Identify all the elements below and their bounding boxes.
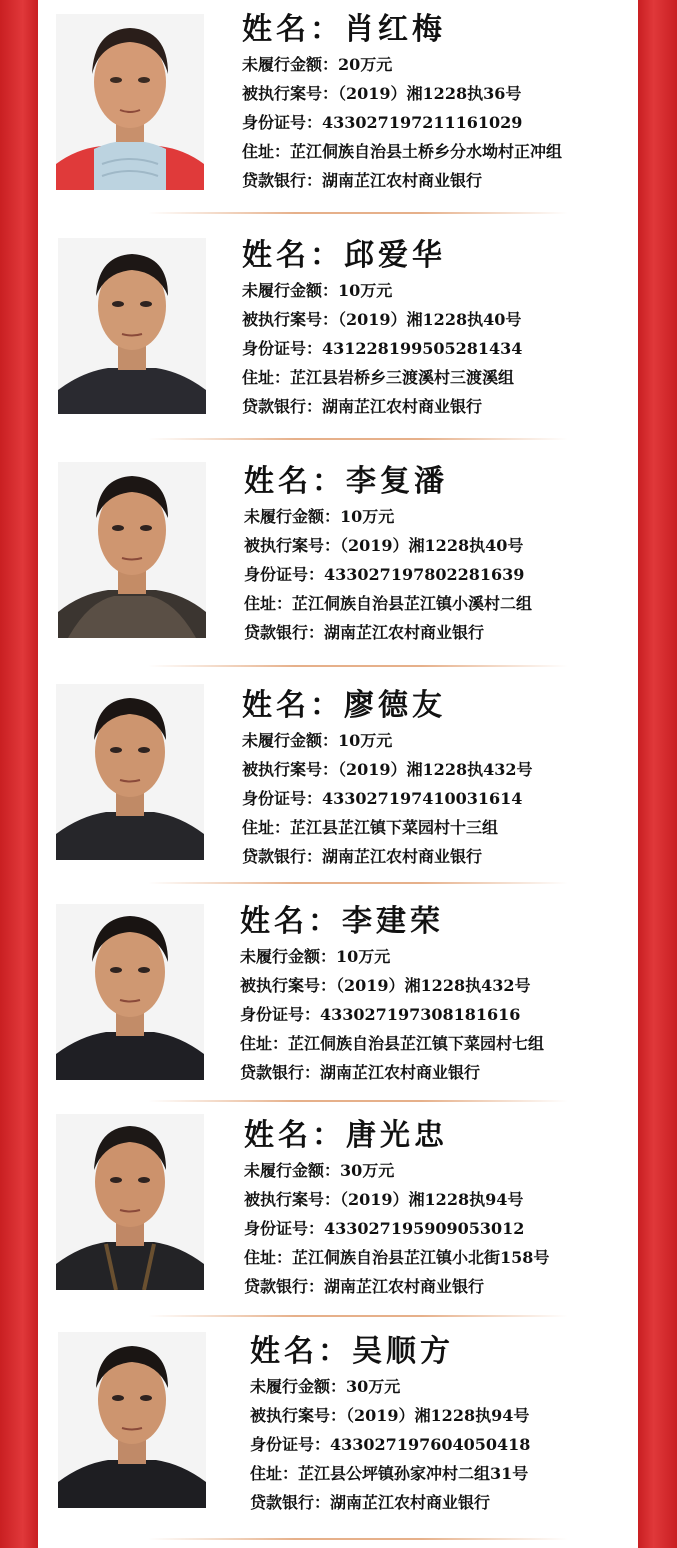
divider bbox=[148, 1315, 568, 1317]
address-value: 芷江县芷江镇下菜园村十三组 bbox=[290, 818, 499, 837]
person-name: 唐光忠 bbox=[346, 1118, 448, 1153]
amount-line bbox=[242, 276, 522, 305]
person-photo bbox=[58, 1332, 206, 1508]
divider bbox=[148, 1538, 568, 1540]
bank-label: 贷款银行： bbox=[240, 1063, 321, 1082]
case-value: （2019）湘1228执40号 bbox=[340, 536, 524, 555]
id-value: 433027197211161029 bbox=[322, 113, 523, 132]
id-value: 433027195909053012 bbox=[324, 1219, 525, 1238]
address-line bbox=[244, 589, 532, 618]
case-label: 被执行案号： bbox=[242, 84, 339, 103]
id-line bbox=[244, 1214, 549, 1243]
divider bbox=[148, 882, 568, 884]
amount-value: 20万元 bbox=[338, 55, 393, 74]
bank-line bbox=[240, 1058, 544, 1087]
address-value: 芷江县岩桥乡三渡溪村三渡溪组 bbox=[290, 368, 515, 387]
red-border-right bbox=[638, 0, 677, 1548]
person-name: 廖德友 bbox=[344, 688, 446, 723]
amount-line bbox=[242, 50, 562, 79]
person-name-line bbox=[244, 1116, 549, 1156]
amount-value: 10万元 bbox=[338, 731, 393, 750]
address-label: 住址： bbox=[244, 594, 293, 613]
id-label: 身份证号： bbox=[242, 789, 323, 808]
case-value: （2019）湘1228执432号 bbox=[338, 760, 533, 779]
amount-value: 30万元 bbox=[340, 1161, 395, 1180]
id-value: 431228199505281434 bbox=[322, 339, 523, 358]
case-label: 被执行案号： bbox=[242, 760, 339, 779]
name-label: 姓名： bbox=[242, 12, 344, 47]
address-label: 住址： bbox=[250, 1464, 299, 1483]
person-entry bbox=[38, 0, 638, 210]
case-value: （2019）湘1228执40号 bbox=[338, 310, 522, 329]
case-line bbox=[242, 305, 522, 334]
bank-label: 贷款银行： bbox=[244, 1277, 325, 1296]
person-info bbox=[242, 686, 532, 871]
address-label: 住址： bbox=[240, 1034, 289, 1053]
id-label: 身份证号： bbox=[244, 565, 325, 584]
person-entry bbox=[38, 1112, 638, 1322]
address-label: 住址： bbox=[242, 368, 291, 387]
bank-line bbox=[242, 392, 522, 421]
person-photo bbox=[56, 14, 204, 190]
address-line bbox=[242, 363, 522, 392]
bank-line bbox=[250, 1488, 530, 1517]
case-label: 被执行案号： bbox=[244, 1190, 341, 1209]
bank-value: 湖南芷江农村商业银行 bbox=[320, 1063, 481, 1082]
case-value: （2019）湘1228执94号 bbox=[340, 1190, 524, 1209]
address-line bbox=[244, 1243, 549, 1272]
name-label: 姓名： bbox=[250, 1334, 352, 1369]
person-name-line bbox=[250, 1332, 530, 1372]
bank-label: 贷款银行： bbox=[242, 397, 323, 416]
person-name: 吴顺方 bbox=[352, 1334, 454, 1369]
person-name-line bbox=[242, 236, 522, 276]
name-label: 姓名： bbox=[242, 688, 344, 723]
amount-value: 10万元 bbox=[338, 281, 393, 300]
amount-label: 未履行金额： bbox=[250, 1377, 347, 1396]
person-name-line bbox=[240, 902, 544, 942]
name-label: 姓名： bbox=[244, 1118, 346, 1153]
id-label: 身份证号： bbox=[242, 339, 323, 358]
bank-value: 湖南芷江农村商业银行 bbox=[324, 1277, 485, 1296]
bank-line bbox=[242, 842, 532, 871]
amount-line bbox=[244, 1156, 549, 1185]
address-value: 芷江侗族自治县芷江镇小溪村二组 bbox=[292, 594, 533, 613]
case-line bbox=[242, 755, 532, 784]
amount-label: 未履行金额： bbox=[242, 731, 339, 750]
amount-label: 未履行金额： bbox=[242, 281, 339, 300]
address-line bbox=[250, 1459, 530, 1488]
person-info bbox=[244, 1116, 549, 1301]
id-label: 身份证号： bbox=[244, 1219, 325, 1238]
person-entry bbox=[38, 226, 638, 436]
address-value: 芷江侗族自治县土桥乡分水坳村正冲组 bbox=[290, 142, 563, 161]
person-photo bbox=[56, 1114, 204, 1290]
person-name: 李建荣 bbox=[342, 904, 444, 939]
address-line bbox=[242, 137, 562, 166]
name-label: 姓名： bbox=[242, 238, 344, 273]
id-label: 身份证号： bbox=[242, 113, 323, 132]
person-name-line bbox=[242, 686, 532, 726]
amount-line bbox=[240, 942, 544, 971]
amount-label: 未履行金额： bbox=[244, 1161, 341, 1180]
person-entry bbox=[38, 452, 638, 662]
person-info bbox=[242, 236, 522, 421]
amount-line bbox=[242, 726, 532, 755]
person-name-line bbox=[242, 10, 562, 50]
amount-label: 未履行金额： bbox=[240, 947, 337, 966]
person-name: 李复潘 bbox=[346, 464, 448, 499]
person-photo bbox=[56, 684, 204, 860]
address-value: 芷江侗族自治县芷江镇下菜园村七组 bbox=[288, 1034, 545, 1053]
amount-label: 未履行金额： bbox=[242, 55, 339, 74]
bank-value: 湖南芷江农村商业银行 bbox=[330, 1493, 491, 1512]
person-entry bbox=[38, 896, 638, 1106]
person-entry bbox=[38, 1330, 638, 1540]
person-photo bbox=[58, 462, 206, 638]
id-line bbox=[242, 108, 562, 137]
id-line bbox=[240, 1000, 544, 1029]
address-label: 住址： bbox=[242, 818, 291, 837]
amount-value: 10万元 bbox=[340, 507, 395, 526]
person-info bbox=[240, 902, 544, 1087]
address-value: 芷江县公坪镇孙家冲村二组31号 bbox=[298, 1464, 529, 1483]
name-label: 姓名： bbox=[240, 904, 342, 939]
case-label: 被执行案号： bbox=[244, 536, 341, 555]
id-value: 433027197604050418 bbox=[330, 1435, 531, 1454]
person-name: 邱爱华 bbox=[344, 238, 446, 273]
case-line bbox=[244, 1185, 549, 1214]
address-value: 芷江侗族自治县芷江镇小北街158号 bbox=[292, 1248, 550, 1267]
person-info bbox=[244, 462, 532, 647]
bank-line bbox=[244, 1272, 549, 1301]
amount-value: 30万元 bbox=[346, 1377, 401, 1396]
id-line bbox=[250, 1430, 530, 1459]
bank-label: 贷款银行： bbox=[242, 847, 323, 866]
amount-label: 未履行金额： bbox=[244, 507, 341, 526]
case-label: 被执行案号： bbox=[242, 310, 339, 329]
name-label: 姓名： bbox=[244, 464, 346, 499]
case-value: （2019）湘1228执36号 bbox=[338, 84, 522, 103]
id-label: 身份证号： bbox=[250, 1435, 331, 1454]
case-line bbox=[250, 1401, 530, 1430]
amount-line bbox=[250, 1372, 530, 1401]
red-border-left bbox=[0, 0, 38, 1548]
person-name: 肖红梅 bbox=[344, 12, 446, 47]
id-line bbox=[242, 334, 522, 363]
bank-value: 湖南芷江农村商业银行 bbox=[322, 847, 483, 866]
case-line bbox=[244, 531, 532, 560]
id-line bbox=[244, 560, 532, 589]
person-name-line bbox=[244, 462, 532, 502]
id-value: 433027197802281639 bbox=[324, 565, 525, 584]
divider bbox=[148, 1100, 568, 1102]
bank-label: 贷款银行： bbox=[250, 1493, 331, 1512]
divider bbox=[148, 438, 568, 440]
person-photo bbox=[58, 238, 206, 414]
case-label: 被执行案号： bbox=[240, 976, 337, 995]
case-line bbox=[240, 971, 544, 1000]
bank-value: 湖南芷江农村商业银行 bbox=[324, 623, 485, 642]
person-info bbox=[250, 1332, 530, 1517]
divider bbox=[148, 212, 568, 214]
person-info bbox=[242, 10, 562, 195]
notice-panel bbox=[38, 0, 638, 1548]
bank-line bbox=[242, 166, 562, 195]
case-line bbox=[242, 79, 562, 108]
amount-line bbox=[244, 502, 532, 531]
amount-value: 10万元 bbox=[336, 947, 391, 966]
id-label: 身份证号： bbox=[240, 1005, 321, 1024]
bank-label: 贷款银行： bbox=[242, 171, 323, 190]
bank-value: 湖南芷江农村商业银行 bbox=[322, 171, 483, 190]
divider bbox=[148, 665, 568, 667]
person-photo bbox=[56, 904, 204, 1080]
case-value: （2019）湘1228执94号 bbox=[346, 1406, 530, 1425]
person-entry bbox=[38, 678, 638, 888]
bank-line bbox=[244, 618, 532, 647]
address-line bbox=[242, 813, 532, 842]
bank-value: 湖南芷江农村商业银行 bbox=[322, 397, 483, 416]
case-label: 被执行案号： bbox=[250, 1406, 347, 1425]
bank-label: 贷款银行： bbox=[244, 623, 325, 642]
id-line bbox=[242, 784, 532, 813]
address-label: 住址： bbox=[242, 142, 291, 161]
address-line bbox=[240, 1029, 544, 1058]
id-value: 433027197410031614 bbox=[322, 789, 523, 808]
case-value: （2019）湘1228执432号 bbox=[336, 976, 531, 995]
address-label: 住址： bbox=[244, 1248, 293, 1267]
id-value: 433027197308181616 bbox=[320, 1005, 521, 1024]
